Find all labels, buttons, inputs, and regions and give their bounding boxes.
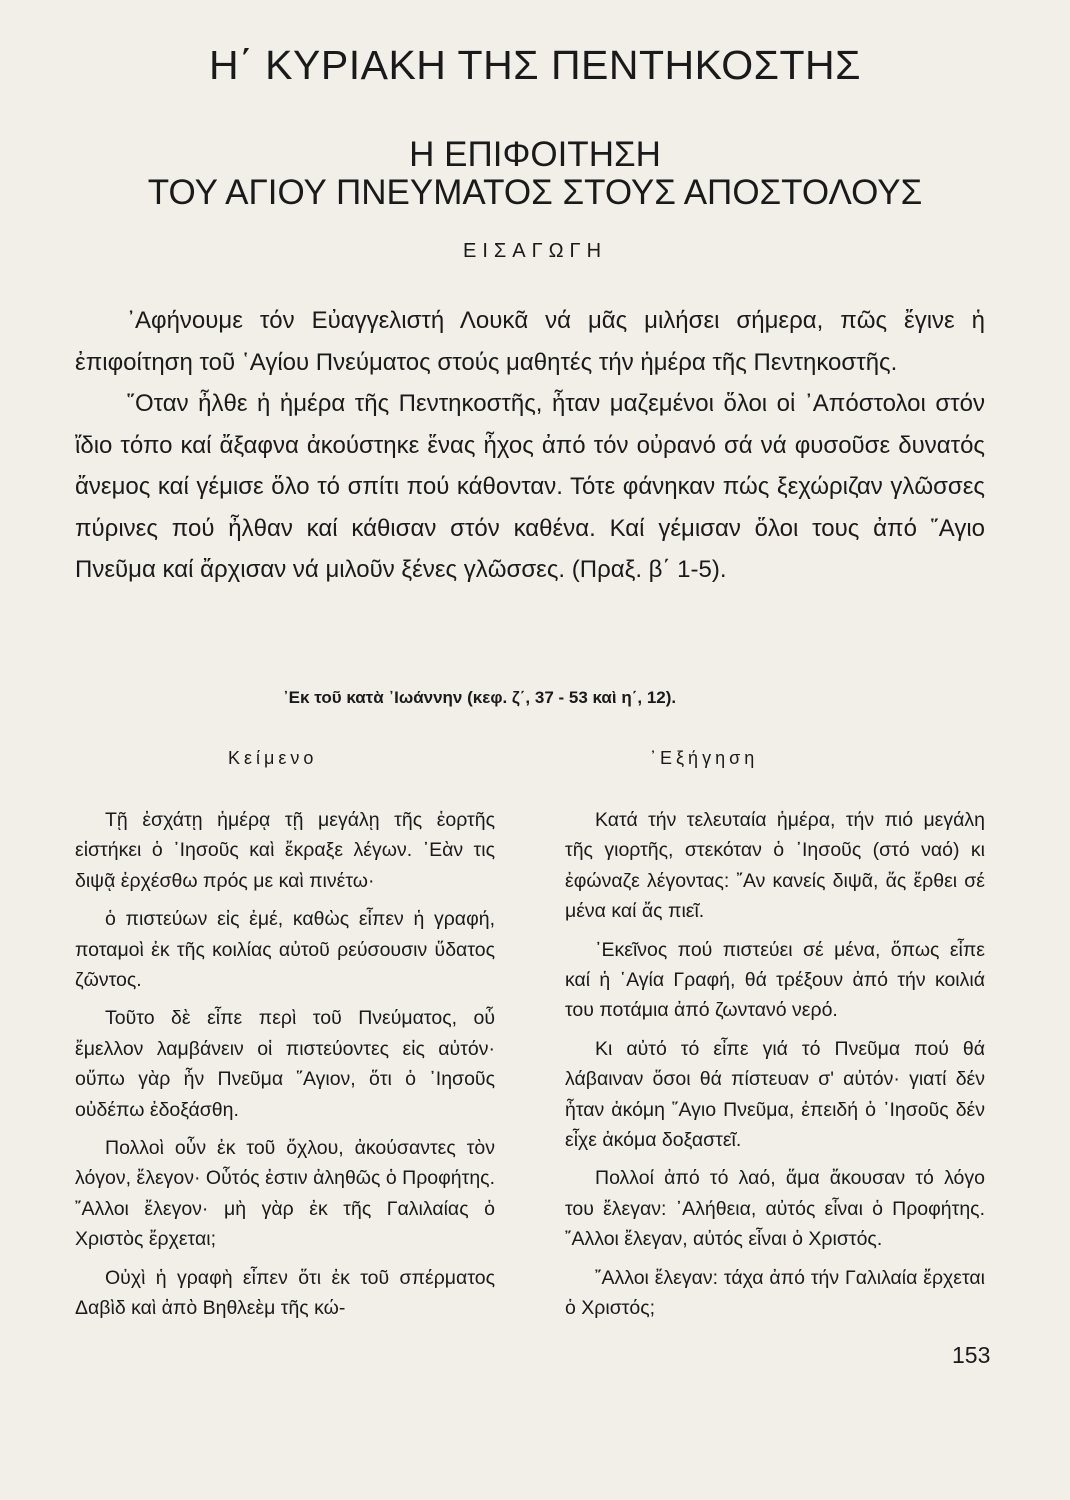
- scripture-reference: ᾿Εκ τοῦ κατὰ ᾿Ιωάννην (κεφ. ζ΄, 37 - 53 καὶ η΄, 12).: [283, 688, 677, 707]
- original-text-column: [75, 805, 495, 1332]
- explanation-paragraph: ῎Αλλοι ἔλεγαν: τάχα ἀπό τήν Γαλιλαία ἔρχεται ὁ Χριστός;: [565, 1266, 985, 1320]
- explanation-column: [565, 805, 985, 1332]
- explanation-paragraph: Κι αὐτό τό εἶπε γιά τό Πνεῦμα πού θά λάβαιναν ὅσοι θά πίστευαν σ' αὐτόν· γιατί δέν ἦταν ἀκόμη ῞Αγιο Πνεῦμα, ἐπειδή ὁ ᾿Ιησοῦς δέν εἶχε ἀκόμα δοξαστεῖ.: [565, 1037, 985, 1152]
- explanation-paragraph: ᾿Εκεῖνος πού πιστεύει σέ μένα, ὅπως εἶπε καί ἡ ῾Αγία Γραφή, θά τρέξουν ἀπό τήν κοιλιά του ποτάμια ἀπό ζωντανό νερό.: [565, 938, 985, 1022]
- text-column-heading: Κείμενο: [228, 748, 318, 768]
- explanation-column-heading: ᾿Εξήγηση: [650, 748, 759, 768]
- chapter-title-line1: Η ΕΠΙΦΟΙΤΗΣΗ: [409, 135, 661, 174]
- explanation-paragraph: Κατά τήν τελευταία ἡμέρα, τήν πιό μεγάλη τῆς γιορτῆς, στεκόταν ὁ ᾿Ιησοῦς (στό ναό) κι ἐφώναζε λέγοντας: ῎Αν κανείς διψᾶ, ἄς ἔρθει σέ μένα καί ἄς πιεῖ.: [565, 809, 985, 923]
- explanation-paragraph: Πολλοί ἀπό τό λαό, ἅμα ἄκουσαν τό λόγο του ἔλεγαν: ᾿Αλήθεια, αὐτός εἶναι ὁ Προφήτης. ῎Αλλοι ἔλεγαν, αὐτός εἶναι ὁ Χριστός.: [565, 1167, 985, 1251]
- intro-paragraph: ᾿Αφήνουμε τόν Εὐαγγελιστή Λουκᾶ νά μᾶς μιλήσει σήμερα, πῶς ἔγινε ἡ ἐπιφοίτηση τοῦ ῾Αγίου Πνεύματος στούς μαθητές τήν ἡμέρα τῆς Πεντηκοστῆς.: [75, 307, 985, 376]
- intro-paragraph: ῞Οταν ἦλθε ἡ ἡμέρα τῆς Πεντηκοστῆς, ἦταν μαζεμένοι ὅλοι οἱ ᾿Απόστολοι στόν ἴδιο τόπο καί ἄξαφνα ἀκούστηκε ἕνας ἦχος ἀπό τόν οὐρανό σά νά φυσοῦσε δυνατός ἄνεμος καί γέμισε ὅλο τό σπίτι πού κάθονταν. Τότε φάνηκαν πώς ξεχώριζαν γλῶσσες πύρινες πού ἦλθαν καί κάθισαν στόν καθένα. Καί γέμισαν ὅλοι τους ἀπό ῞Αγιο Πνεῦμα καί ἄρχισαν νά μιλοῦν ξένες γλῶσσες. (Πραξ. β΄ 1-5).: [75, 390, 985, 583]
- text-paragraph: Πολλοὶ οὖν ἐκ τοῦ ὄχλου, ἀκούσαντες τὸν λόγον, ἔλεγον· Οὗτός ἐστιν ἀληθῶς ὁ Προφήτης. ῎Αλλοι ἔλεγον· μὴ γὰρ ἐκ τῆς Γαλιλαίας ὁ Χριστὸς ἔρχεται;: [75, 1137, 495, 1251]
- text-paragraph: ὁ πιστεύων εἰς ἐμέ, καθὼς εἶπεν ἡ γραφή, ποταμοὶ ἐκ τῆς κοιλίας αὐτοῦ ρεύσουσιν ὕδατος ζῶντος.: [75, 908, 495, 992]
- page-number: 153: [952, 1342, 991, 1368]
- intro-heading: ΕΙΣΑΓΩΓΗ: [462, 240, 608, 262]
- page-title: Η΄ ΚΥΡΙΑΚΗ ΤΗΣ ΠΕΝΤΗΚΟΣΤΗΣ: [209, 42, 861, 88]
- chapter-title-line2: ΤΟΥ ΑΓΙΟΥ ΠΝΕΥΜΑΤΟΣ ΣΤΟΥΣ ΑΠΟΣΤΟΛΟΥΣ: [147, 173, 923, 212]
- intro-text: [75, 300, 985, 591]
- text-paragraph: Οὐχὶ ἡ γραφὴ εἶπεν ὅτι ἐκ τοῦ σπέρματος Δαβὶδ καὶ ἀπὸ Βηθλεὲμ τῆς κώ-: [75, 1266, 495, 1320]
- text-paragraph: Τοῦτο δὲ εἶπε περὶ τοῦ Πνεύματος, οὗ ἔμελλον λαμβάνειν οἱ πιστεύοντες εἰς αὐτόν· οὔπω γὰρ ἦν Πνεῦμα ῞Αγιον, ὅτι ὁ ᾿Ιησοῦς οὐδέπω ἐδοξάσθη.: [75, 1007, 495, 1121]
- text-paragraph: Τῇ ἐσχάτῃ ἡμέρᾳ τῇ μεγάλῃ τῆς ἑορτῆς εἱστήκει ὁ ᾿Ιησοῦς καὶ ἔκραξε λέγων. ᾿Εὰν τις διψᾷ ἐρχέσθω πρός με καὶ πινέτω·: [75, 809, 495, 892]
